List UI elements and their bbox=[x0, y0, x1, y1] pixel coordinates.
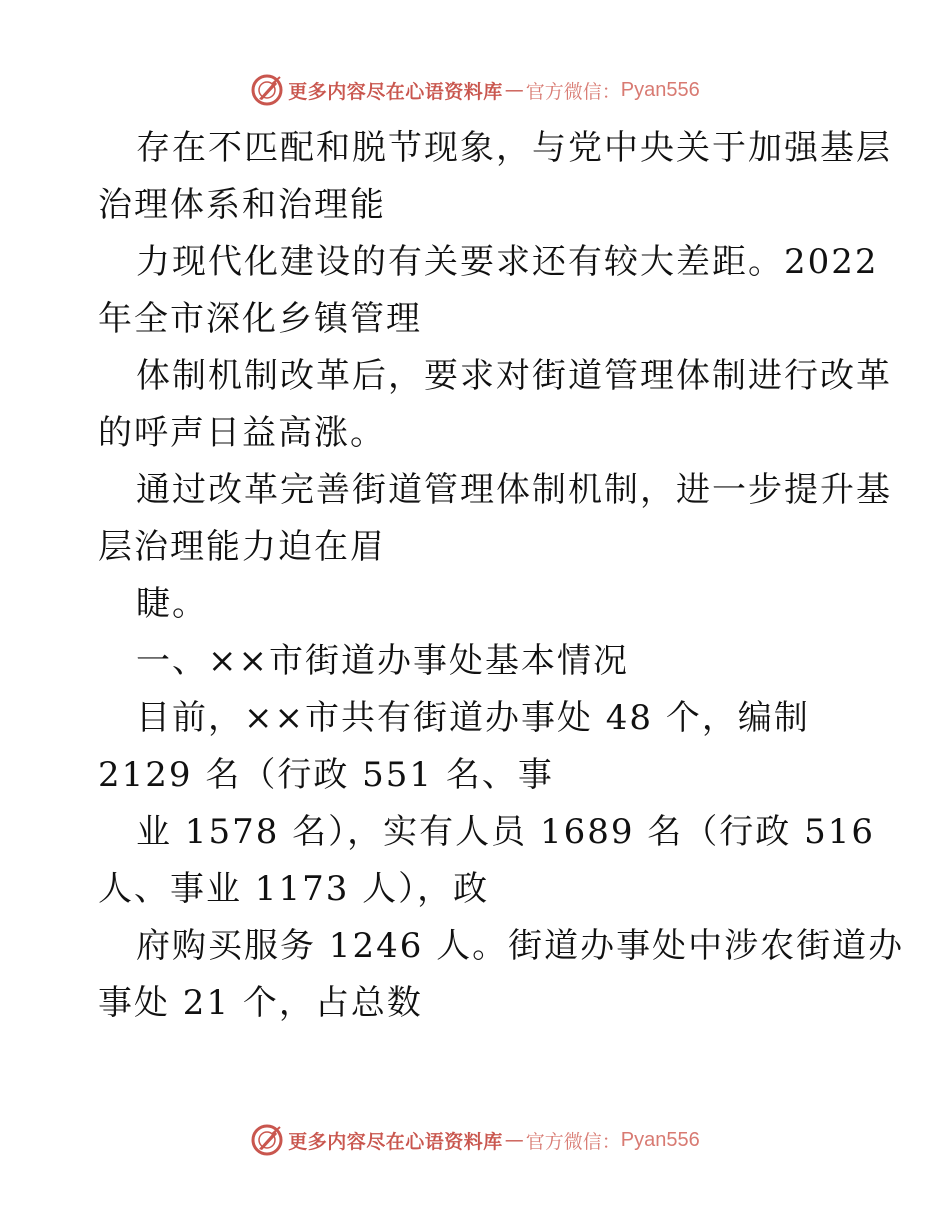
body-line-3: 力现代化建设的有关要求还有较大差距。2022 bbox=[136, 242, 879, 282]
body-line-6: 的呼声日益高涨。 bbox=[98, 413, 386, 453]
body-line-12: 2129 名（行政 551 名、事 bbox=[98, 755, 554, 795]
body-line-13: 业 1578 名），实有人员 1689 名（行政 516 bbox=[136, 812, 875, 852]
quill-seal-icon bbox=[250, 73, 284, 107]
section-heading: 一、××市街道办事处基本情况 bbox=[136, 641, 629, 681]
footer-dash: — bbox=[504, 1129, 524, 1151]
header-dash: — bbox=[504, 79, 524, 101]
body-line-4: 年全市深化乡镇管理 bbox=[98, 299, 422, 339]
header-promo-text: 更多内容尽在心语资料库 bbox=[288, 80, 503, 103]
body-line-1: 存在不匹配和脱节现象，与党中央关于加强基层 bbox=[136, 128, 892, 168]
footer-wechat-label: 官方微信： bbox=[525, 1130, 621, 1153]
body-line-16: 事处 21 个，占总数 bbox=[98, 983, 423, 1023]
footer-banner bbox=[0, 1120, 950, 1160]
body-line-14: 人、事业 1173 人），政 bbox=[98, 869, 490, 909]
body-line-9: 睫。 bbox=[136, 584, 208, 624]
quill-seal-icon bbox=[250, 1123, 284, 1157]
body-line-8: 层治理能力迫在眉 bbox=[98, 527, 386, 567]
body-line-15: 府购买服务 1246 人。街道办事处中涉农街道办 bbox=[136, 926, 905, 966]
header-wechat-id: Pyan556 bbox=[620, 78, 700, 101]
document-body bbox=[98, 120, 905, 1032]
header-banner bbox=[0, 70, 950, 110]
footer-promo-text: 更多内容尽在心语资料库 bbox=[288, 1130, 503, 1153]
footer-wechat-id: Pyan556 bbox=[620, 1128, 700, 1151]
body-line-11: 目前，××市共有街道办事处 48 个，编制 bbox=[136, 698, 810, 738]
body-line-2: 治理体系和治理能 bbox=[98, 185, 386, 225]
header-wechat-label: 官方微信： bbox=[525, 80, 621, 103]
body-line-7: 通过改革完善街道管理体制机制，进一步提升基 bbox=[136, 470, 892, 510]
body-line-5: 体制机制改革后，要求对街道管理体制进行改革 bbox=[136, 356, 892, 396]
